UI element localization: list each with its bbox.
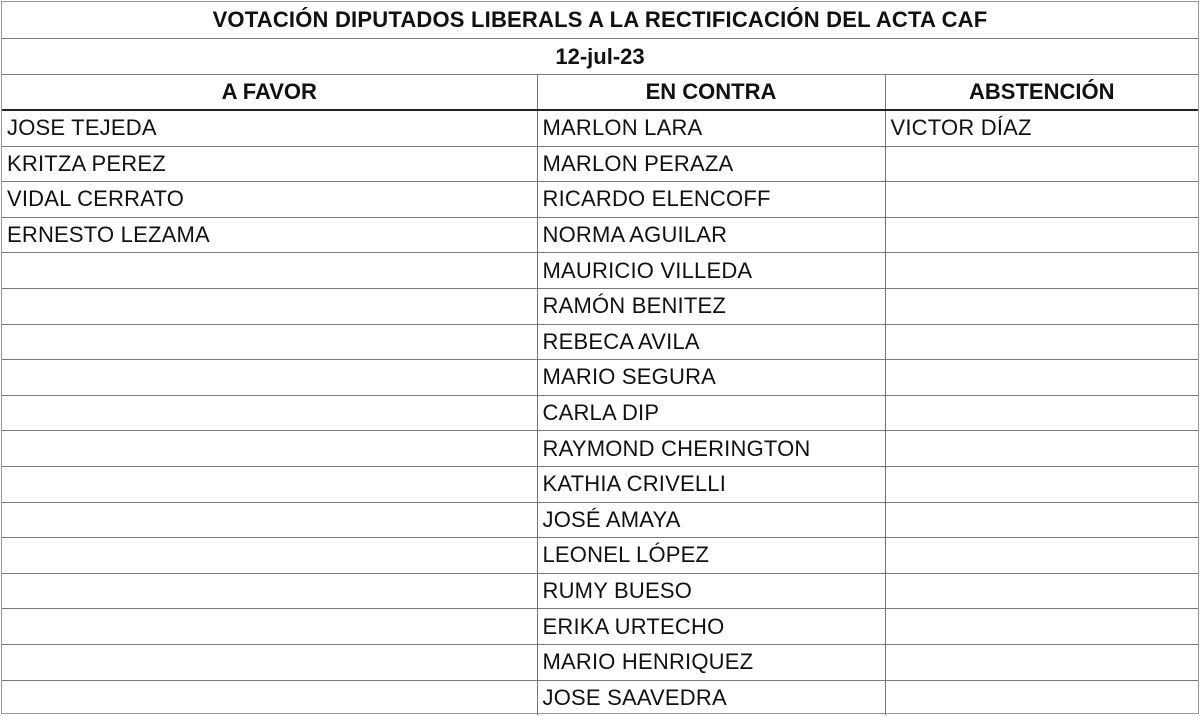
en-contra-cell: ERIKA URTECHO bbox=[537, 609, 885, 645]
abstencion-cell bbox=[885, 324, 1198, 360]
table-row bbox=[2, 288, 1198, 324]
abstencion-cell bbox=[885, 644, 1198, 680]
en-contra-cell: MARIO HENRIQUEZ bbox=[537, 644, 885, 680]
en-contra-cell: RUMY BUESO bbox=[537, 573, 885, 609]
table-row bbox=[2, 502, 1198, 538]
a-favor-cell: KRITZA PEREZ bbox=[2, 146, 537, 182]
abstencion-cell bbox=[885, 288, 1198, 324]
abstencion-cell bbox=[885, 395, 1198, 431]
en-contra-cell: RAMÓN BENITEZ bbox=[537, 288, 885, 324]
a-favor-cell bbox=[2, 253, 537, 289]
a-favor-cell bbox=[2, 360, 537, 396]
a-favor-cell bbox=[2, 395, 537, 431]
table-row bbox=[2, 538, 1198, 574]
abstencion-cell bbox=[885, 502, 1198, 538]
a-favor-cell bbox=[2, 573, 537, 609]
table-row bbox=[2, 182, 1198, 218]
a-favor-cell bbox=[2, 431, 537, 467]
a-favor-cell bbox=[2, 502, 537, 538]
en-contra-cell: JOSE SAAVEDRA bbox=[537, 680, 885, 715]
en-contra-cell: LEONEL LÓPEZ bbox=[537, 538, 885, 574]
abstencion-cell bbox=[885, 253, 1198, 289]
table-row bbox=[2, 395, 1198, 431]
vote-table-body bbox=[2, 110, 1198, 715]
table-row bbox=[2, 573, 1198, 609]
a-favor-cell bbox=[2, 644, 537, 680]
a-favor-cell bbox=[2, 466, 537, 502]
header-a-favor: A FAVOR bbox=[2, 75, 537, 110]
sheet-title: VOTACIÓN DIPUTADOS LIBERALS A LA RECTIFICACIÓN DEL ACTA CAF bbox=[2, 2, 1198, 39]
a-favor-cell bbox=[2, 609, 537, 645]
a-favor-cell bbox=[2, 324, 537, 360]
a-favor-cell: JOSE TEJEDA bbox=[2, 110, 537, 146]
table-row bbox=[2, 609, 1198, 645]
en-contra-cell: KATHIA CRIVELLI bbox=[537, 466, 885, 502]
en-contra-cell: RAYMOND CHERINGTON bbox=[537, 431, 885, 467]
en-contra-cell: MARIO SEGURA bbox=[537, 360, 885, 396]
abstencion-cell bbox=[885, 182, 1198, 218]
en-contra-cell: MARLON PERAZA bbox=[537, 146, 885, 182]
en-contra-cell: JOSÉ AMAYA bbox=[537, 502, 885, 538]
a-favor-cell: ERNESTO LEZAMA bbox=[2, 217, 537, 253]
table-row bbox=[2, 253, 1198, 289]
abstencion-cell bbox=[885, 360, 1198, 396]
table-row bbox=[2, 146, 1198, 182]
abstencion-cell bbox=[885, 538, 1198, 574]
table-row bbox=[2, 360, 1198, 396]
a-favor-cell bbox=[2, 538, 537, 574]
sheet-date: 12-jul-23 bbox=[2, 39, 1198, 75]
abstencion-cell bbox=[885, 146, 1198, 182]
abstencion-cell bbox=[885, 431, 1198, 467]
vote-sheet bbox=[1, 1, 1199, 714]
header-row bbox=[2, 75, 1198, 110]
vote-table bbox=[2, 75, 1198, 715]
table-row bbox=[2, 680, 1198, 715]
table-row bbox=[2, 324, 1198, 360]
a-favor-cell bbox=[2, 680, 537, 715]
table-row bbox=[2, 110, 1198, 146]
en-contra-cell: MAURICIO VILLEDA bbox=[537, 253, 885, 289]
abstencion-cell: VICTOR DÍAZ bbox=[885, 110, 1198, 146]
en-contra-cell: RICARDO ELENCOFF bbox=[537, 182, 885, 218]
abstencion-cell bbox=[885, 573, 1198, 609]
a-favor-cell bbox=[2, 288, 537, 324]
abstencion-cell bbox=[885, 680, 1198, 715]
header-en-contra: EN CONTRA bbox=[537, 75, 885, 110]
en-contra-cell: REBECA AVILA bbox=[537, 324, 885, 360]
table-row bbox=[2, 217, 1198, 253]
table-row bbox=[2, 431, 1198, 467]
header-abstencion: ABSTENCIÓN bbox=[885, 75, 1198, 110]
abstencion-cell bbox=[885, 466, 1198, 502]
table-row bbox=[2, 466, 1198, 502]
table-row bbox=[2, 644, 1198, 680]
en-contra-cell: CARLA DIP bbox=[537, 395, 885, 431]
a-favor-cell: VIDAL CERRATO bbox=[2, 182, 537, 218]
abstencion-cell bbox=[885, 217, 1198, 253]
en-contra-cell: NORMA AGUILAR bbox=[537, 217, 885, 253]
abstencion-cell bbox=[885, 609, 1198, 645]
en-contra-cell: MARLON LARA bbox=[537, 110, 885, 146]
